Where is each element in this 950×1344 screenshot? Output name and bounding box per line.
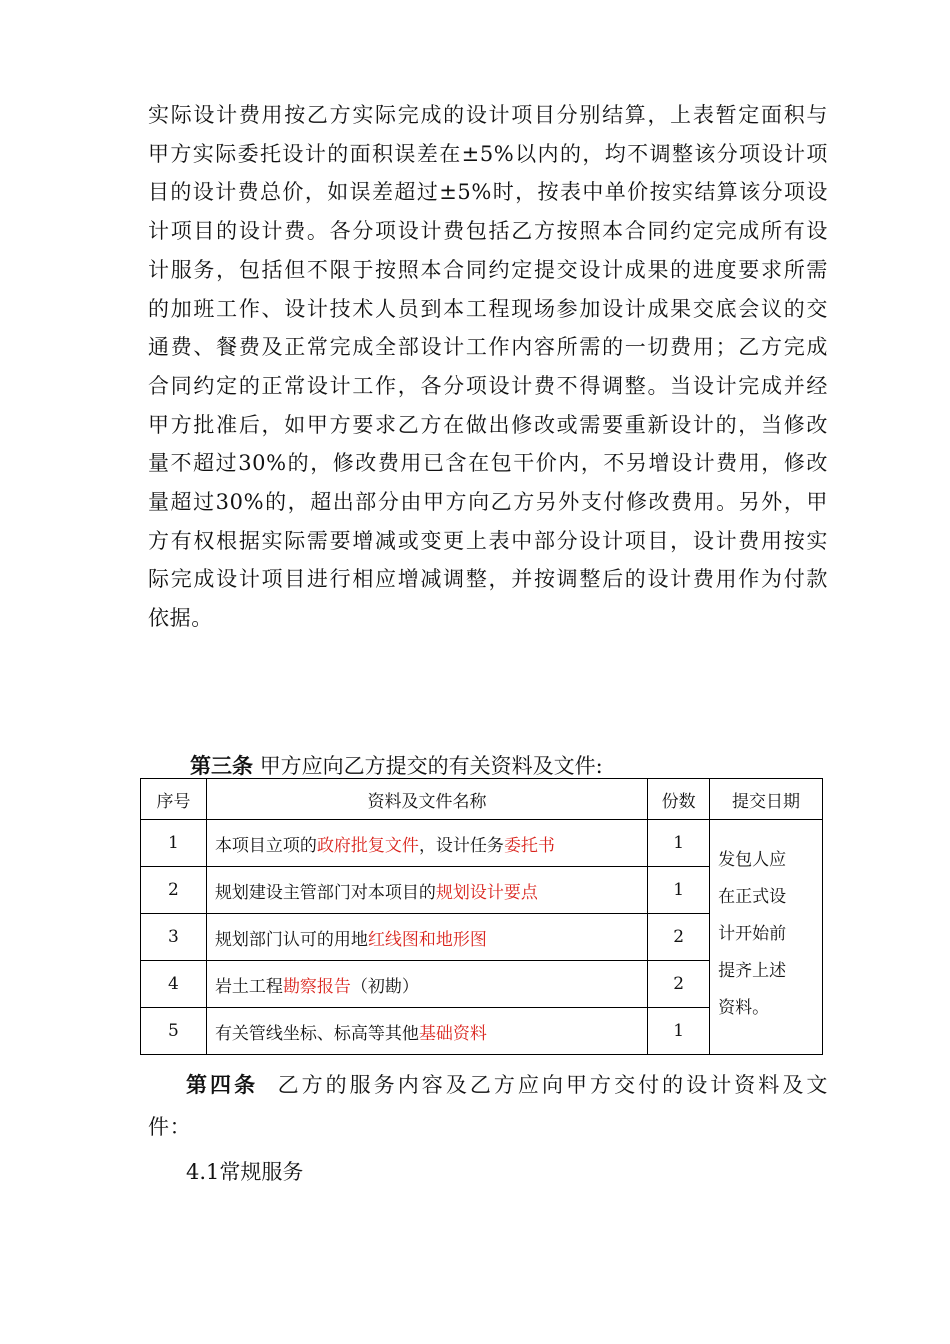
paragraph-line: 的加班工作、设计技术人员到本工程现场参加设计成果交底会议的交 <box>148 296 828 321</box>
paragraph-line: 际完成设计项目进行相应增减调整，并按调整后的设计费用作为付款 <box>148 567 828 592</box>
row-copies: 1 <box>648 867 710 914</box>
paragraph-line: 计项目的设计费。各分项设计费包括乙方按照本合同约定完成所有设 <box>148 219 828 244</box>
subsection-4-1-heading: 4.1常规服务 <box>186 1160 304 1184</box>
paragraph-line: 方有权根据实际需要增减或变更上表中部分设计项目，设计费用按实 <box>148 528 828 553</box>
row-name: 规划部门认可的用地红线图和地形图 <box>206 914 647 961</box>
row-no: 1 <box>141 820 207 867</box>
table-header-row <box>141 779 823 820</box>
row-name: 岩土工程勘察报告（初勘） <box>206 961 647 1008</box>
row-no: 3 <box>141 914 207 961</box>
header-no: 序号 <box>141 779 207 820</box>
row-copies: 1 <box>648 1008 710 1055</box>
paragraph-line: 依据。 <box>148 606 213 631</box>
section-3-text: 甲方应向乙方提交的有关资料及文件: <box>259 754 603 778</box>
section-4-heading <box>148 1064 828 1148</box>
row-name: 本项目立项的政府批复文件，设计任务委托书 <box>206 820 647 867</box>
section-4-text: 乙方的服务内容及乙方应向甲方交付的设计资料及文 <box>277 1073 828 1097</box>
header-name: 资料及文件名称 <box>206 779 647 820</box>
row-no: 2 <box>141 867 207 914</box>
row-no: 5 <box>141 1008 207 1055</box>
header-date: 提交日期 <box>710 779 823 820</box>
section-3-label: 第三条 <box>190 754 253 778</box>
paragraph-line: 量超过30%的，超出部分由甲方向乙方另外支付修改费用。另外，甲 <box>148 490 828 515</box>
section-3-heading <box>190 752 603 780</box>
paragraph-line: 量不超过30%的，修改费用已含在包干价内，不另增设计费用，修改 <box>148 451 828 476</box>
header-copies: 份数 <box>648 779 710 820</box>
paragraph-line: 目的设计费总价，如误差超过±5%时，按表中单价按实结算该分项设 <box>148 180 828 205</box>
fee-settlement-paragraph <box>148 96 828 638</box>
paragraph-line: 通费、餐费及正常完成全部设计工作内容所需的一切费用；乙方完成 <box>148 335 828 360</box>
row-copies: 2 <box>648 914 710 961</box>
row-name: 有关管线坐标、标高等其他基础资料 <box>206 1008 647 1055</box>
submission-date-note: 发包人应 在正式设 计开始前 提齐上述 资料。 <box>710 820 823 1055</box>
table-row <box>141 820 823 867</box>
section-4-label: 第四条 <box>186 1073 259 1097</box>
paragraph-line: 计服务，包括但不限于按照本合同约定提交设计成果的进度要求所需 <box>148 257 828 282</box>
row-copies: 2 <box>648 961 710 1008</box>
row-copies: 1 <box>648 820 710 867</box>
paragraph-line: 甲方批准后，如甲方要求乙方在做出修改或需要重新设计的，当修改 <box>148 412 828 437</box>
documents-table <box>140 778 823 1055</box>
row-name: 规划建设主管部门对本项目的规划设计要点 <box>206 867 647 914</box>
paragraph-line: 甲方实际委托设计的面积误差在±5%以内的，均不调整该分项设计项 <box>148 141 828 166</box>
section-4-text-cont: 件： <box>148 1115 192 1139</box>
paragraph-line: 合同约定的正常设计工作，各分项设计费不得调整。当设计完成并经 <box>148 373 828 398</box>
paragraph-line: 实际设计费用按乙方实际完成的设计项目分别结算，上表暂定面积与 <box>148 103 828 127</box>
row-no: 4 <box>141 961 207 1008</box>
